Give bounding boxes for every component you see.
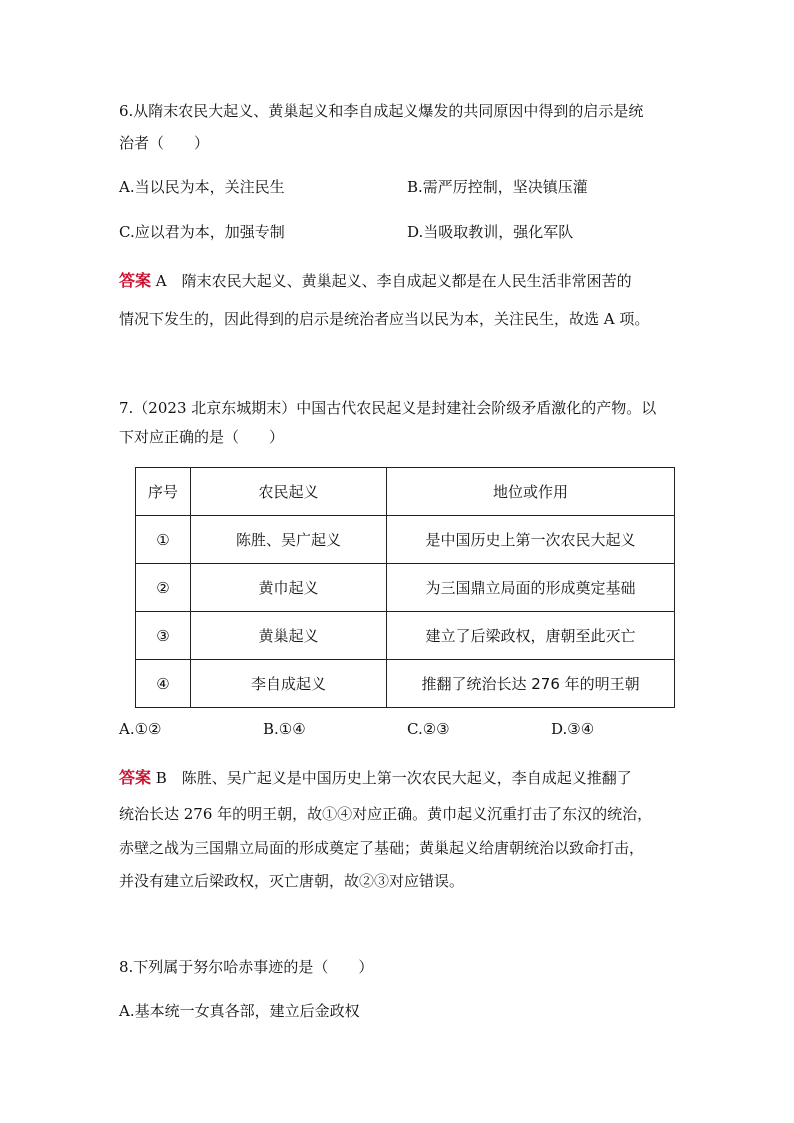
q8-option-a[interactable]: A.基本统一女真各部，建立后金政权 xyxy=(119,1002,360,1020)
q7-answer-label: 答案 xyxy=(119,768,152,787)
table-cell: ④ xyxy=(136,660,191,708)
q6-option-c[interactable]: C.应以君为本，加强专制 xyxy=(119,223,285,241)
q7-table xyxy=(135,467,675,708)
table-cell: 为三国鼎立局面的形成奠定基础 xyxy=(387,564,675,612)
table-cell: 是中国历史上第一次农民大起义 xyxy=(387,516,675,564)
q7-answer-text: B 陈胜、吴广起义是中国历史上第一次农民大起义，李自成起义推翻了 xyxy=(151,769,632,787)
table-row xyxy=(136,516,675,564)
table-header-row xyxy=(136,468,675,516)
q8-stem: 8.下列属于努尔哈赤事迹的是（ ） xyxy=(119,958,374,976)
table-header-cell: 地位或作用 xyxy=(387,468,675,516)
q6-option-b[interactable]: B.需严厉控制，坚决镇压灌 xyxy=(407,178,588,196)
q6-answer-line2: 情况下发生的，因此得到的启示是统治者应当以民为本，关注民生，故选 A 项。 xyxy=(119,310,650,328)
table-cell: 陈胜、吴广起义 xyxy=(190,516,386,564)
q7-option-a[interactable]: A.①② xyxy=(119,720,162,738)
q6-option-a[interactable]: A.当以民为本，关注民生 xyxy=(119,178,285,196)
q7-stem-line2: 下对应正确的是（ ） xyxy=(119,428,285,446)
table-cell: 建立了后梁政权，唐朝至此灭亡 xyxy=(387,612,675,660)
table-row xyxy=(136,564,675,612)
q7-answer-line2: 统治长达 276 年的明王朝，故①④对应正确。黄巾起义沉重打击了东汉的统治， xyxy=(119,805,653,823)
table-cell: ③ xyxy=(136,612,191,660)
q7-stem-line1: 7.（2023 北京东城期末）中国古代农民起义是封建社会阶级矛盾激化的产物。以 xyxy=(119,399,657,417)
q6-option-d[interactable]: D.当吸取教训，强化军队 xyxy=(407,223,574,241)
q6-stem-line2: 治者（ ） xyxy=(119,134,210,152)
table-cell: 推翻了统治长达 276 年的明王朝 xyxy=(387,660,675,708)
table-cell: 黄巢起义 xyxy=(190,612,386,660)
q7-option-d[interactable]: D.③④ xyxy=(551,720,595,738)
q7-option-b[interactable]: B.①④ xyxy=(263,720,306,738)
table-row xyxy=(136,660,675,708)
q7-answer-line3: 赤壁之战为三国鼎立局面的形成奠定了基础；黄巢起义给唐朝统治以致命打击， xyxy=(119,839,645,857)
table-row xyxy=(136,612,675,660)
table-header-cell: 序号 xyxy=(136,468,191,516)
q6-stem-line1: 6.从隋末农民大起义、黄巢起义和李自成起义爆发的共同原因中得到的启示是统 xyxy=(119,102,644,120)
q6-answer-text: A 隋末农民大起义、黄巢起义、李自成起义都是在人民生活非常困苦的 xyxy=(151,272,632,290)
q6-answer-line1 xyxy=(119,271,632,291)
table-cell: ① xyxy=(136,516,191,564)
q6-answer-label: 答案 xyxy=(119,271,152,290)
q7-option-c[interactable]: C.②③ xyxy=(407,720,450,738)
table-header-cell: 农民起义 xyxy=(190,468,386,516)
q7-answer-line4: 并没有建立后梁政权，灭亡唐朝，故②③对应错误。 xyxy=(119,872,465,890)
q7-answer-line1 xyxy=(119,768,632,788)
table-cell: 黄巾起义 xyxy=(190,564,386,612)
table-cell: 李自成起义 xyxy=(190,660,386,708)
table-cell: ② xyxy=(136,564,191,612)
